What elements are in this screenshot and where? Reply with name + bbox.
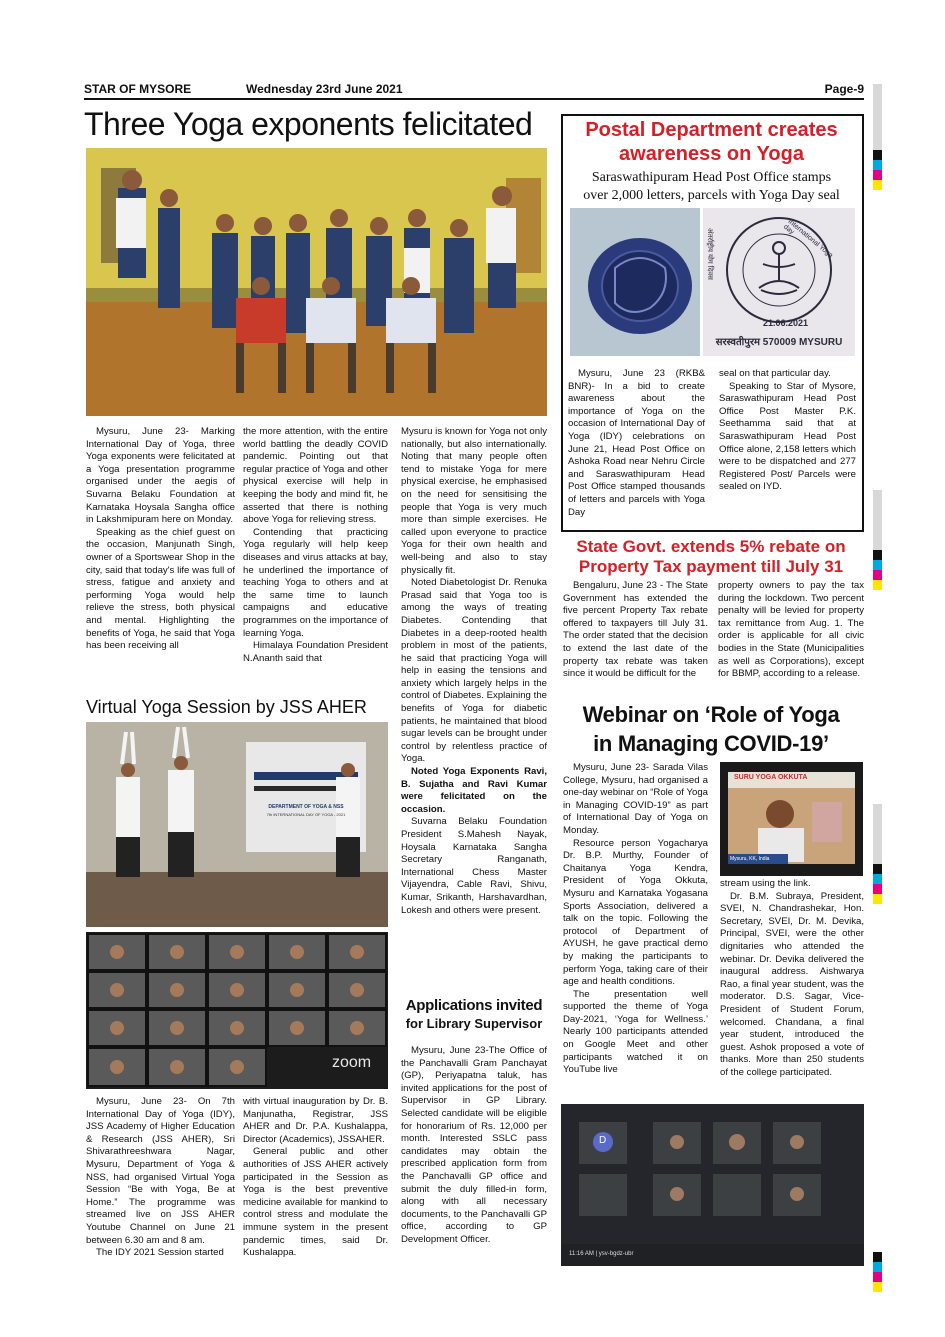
- postal-col2-p2: Speaking to Star of Mysore, Saraswathipuram Head Post Office Post Master P.K. Seethamma said that at Saraswathipuram Head Post Office alone, 2,158 letters which were to be dispatched and 277 Registered Post/ Parcels were sealed on IYD.: [719, 380, 856, 493]
- story1-col2: [243, 426, 388, 665]
- webinar-col1-p3: The presentation well supported the theme of Yoga Day-2021, ‘Yoga for Wellness.’ Nearly 100 participants attended on Google Meet and other participants watched it on YouTube live: [563, 988, 708, 1076]
- postal-col2: [719, 368, 856, 494]
- story1-col3: [401, 426, 547, 917]
- seal-text-top: International Yoga day: [782, 218, 834, 260]
- story2-col1-p2: The IDY 2021 Session started: [96, 1247, 224, 1259]
- story2-col1-p1: Mysuru, June 23- On 7th International Day of Yoga (IDY), JSS Academy of Higher Education & Research (JSS AHER), Sri Shivarathreeshwara Nagar, Mysuru, Department of Yoga & NSS, had organised Virtual Yoga Session “Be with Yoga, Be at Home.” The programme was streamed live on JSS AHER Youtube Channel on June 21 between 6.30 am and 8 am.: [86, 1096, 235, 1246]
- postal-col1-p1: Mysuru, June 23 (RKB& BNR)- In a bid to create awareness about the importance of Yoga on the occasion of International Day of Yoga (IDY) celebrations on June 21, Head Post Office on Ashoka Road near Nehru Circle and Saraswathipuram Head Post Office stamped thousands of letters and parcels with Yoga Day: [568, 368, 705, 518]
- postal-sub2: over 2,000 letters, parcels with Yoga Day seal: [583, 188, 840, 203]
- rebate-col2: [718, 580, 864, 681]
- speaker-nametag: Mysuru, KK, India: [730, 856, 770, 862]
- webinar-meet-grid: [561, 1104, 864, 1266]
- story2-col1: [86, 1096, 235, 1260]
- postal-sub1: Saraswathipuram Head Post Office stamps: [591, 170, 832, 185]
- postal-col1: [568, 368, 705, 519]
- margin-grey-bar-2: [873, 490, 882, 550]
- meet-grid-icon: [561, 1104, 864, 1266]
- story1-col3-end: Suvarna Belaku Foundation President S.Mahesh Nayak, Hoysala Karnataka Sangha Secretary Ranganath, International Chess Master Vijayendra, Cable Ravi, Shivu, Kumar, Srikanth, Harshavardhan, Lokesh and others were present.: [401, 816, 547, 916]
- webinar-col2-p1: stream using the link.: [720, 878, 811, 889]
- applications-header: [401, 997, 547, 1031]
- story1-col3-p2: Noted Diabetologist Dr. Renuka Prasad said that Yoga too is among the ways of treating Diabetes. Contending that Diabetes in a deep-rooted health problem in most of the patients, he said that practicing Yoga will help in easing the tensions and anxiety which largely helps in the control of Diabetes. Explaining the benefits of Yoga for diabetic patients, he maintained that blood sugar levels can be brought under control by relentless practice of Yoga.: [401, 577, 547, 765]
- story2-stage-photo: [86, 722, 388, 927]
- webinar-col2: [720, 878, 864, 1080]
- meet-time: 11:16 AM | ysv-bgdz-ubr: [569, 1251, 634, 1257]
- speaker-banner: SURU YOGA OKKUTA: [734, 774, 808, 781]
- rubber-stamp-photo: [570, 208, 700, 356]
- postal-headline2: awareness on Yoga: [619, 143, 804, 165]
- postal-col2-p1: seal on that particular day.: [719, 368, 831, 379]
- postal-headline: [563, 118, 860, 166]
- registration-strip-2: [873, 550, 882, 590]
- story1-headline: Three Yoga exponents felicitated: [84, 106, 533, 142]
- registration-strip-3: [873, 864, 882, 904]
- story1-col3-bold: Noted Yoga Exponents Ravi, B. Sujatha and Ravi Kumar were felicitated on the occasion.: [401, 766, 547, 815]
- zoom-logo: zoom: [332, 1054, 372, 1071]
- applications-body: [401, 1045, 547, 1247]
- webinar-col1-p2: Resource person Yogacharya Dr. B.P. Murthy, Founder of Chaitanya Yoga Kendra, President of Yoga Okkuta, Mysuru and Karnataka Yogasana Sports Association, delivered a talk on the topic. Following the protocol of Department of AYUSH, he gave practical demo by making the participants to perform Yoga, taking care of their age and health conditions.: [563, 837, 708, 988]
- story2-col2: [243, 1096, 388, 1260]
- stage-banner2: 7th INTERNATIONAL DAY OF YOGA - 2021: [266, 812, 346, 817]
- story1-col1-p1: Mysuru, June 23- Marking International Day of Yoga, three Yoga exponents were felicitated at a Yoga presentation programme organised under the aegis of Suvarna Belaku Foundation at Karnataka Hoysala Sangha office in Lakshmipuram here on Monday.: [86, 426, 235, 526]
- meet-tile-letter: D: [599, 1135, 607, 1146]
- masthead-rule: [84, 98, 864, 100]
- story1-col3-p1: Mysuru is known for Yoga not only nationally, but also internationally. Noting that many people often tend to mistake Yoga for mere physical exercise, he emphasised on the need for sensitising the people that Yoga is very much more than simple exercises. He called upon everyone to practice Yoga for their own health and well-being and also to stay physically fit.: [401, 426, 547, 576]
- registration-strip-1: [873, 150, 882, 190]
- webinar-col2-p2: Dr. B.M. Subraya, President, SVEI, N. Chandrashekar, Hon. Secretary, SVEI, Dr. M. Devika, Principal, SVEI, were the other dignitaries who attended the webinar. Dr. Devika delivered the inaugural address. Aishwarya Rao, a final year student, was the moderator. D.S. Sagar, Vice-President of Student Forum, welcomed. Chandana, a final year student, introduced the guest. Ashok proposed a vote of thanks. More than 250 students of the college participated.: [720, 890, 864, 1078]
- webinar-col1-p1: Mysuru, June 23- Sarada Vilas College, Mysuru, had organised a one-day webinar on “Role of Yoga in Managing COVID-19” as part of International Day of Yoga on Monday.: [563, 762, 708, 836]
- margin-grey-bar-3: [873, 804, 882, 864]
- story1-col1-p2: Speaking as the chief guest on the occasion, Manjunath Singh, owner of a Sportswear Shop in the city, said that today's life was full of stress, fatigue and anxiety and performing Yoga would help relieve the stress, both physical and mental. Highlighting the benefits of Yoga, he said that Yoga has been receiving all: [86, 526, 235, 652]
- rebate-headline1: State Govt. extends 5% rebate on: [576, 537, 846, 556]
- masthead-paper: STAR OF MYSORE: [84, 82, 192, 96]
- story1-col2-p2: Contending that practicing Yoga regularly will help keep diseases and virus attacks at bay, he underlined the importance of teaching Yoga to others and at the same time to launch campaigns and educative programmes on the importance of learning Yoga.: [243, 526, 388, 639]
- rebate-col2-p1: property owners to pay the tax during the lockdown. Two percent penalty will be levied for property tax remittance from Aug. 1. The order is applicable for all civic bodies in the State (Municipalities as well as Corporations), except for BBMP, according to a release.: [718, 580, 864, 680]
- margin-grey-bar-1: [873, 84, 882, 150]
- applications-headline1: Applications invited: [405, 997, 543, 1014]
- webinar-speaker-photo: [720, 762, 863, 876]
- webinar-headline: [556, 700, 866, 758]
- postal-headline1: Postal Department creates: [585, 119, 838, 141]
- rebate-headline2: Property Tax payment till July 31: [578, 557, 844, 576]
- seal-date: 21.06.2021: [763, 318, 809, 328]
- stage-banner: DEPARTMENT OF YOGA & NSS: [268, 804, 344, 810]
- story1-col1: [86, 426, 235, 653]
- story2-headline: Virtual Yoga Session by JSS AHER: [86, 697, 367, 717]
- stage-photo-icon: [86, 722, 388, 927]
- rubber-stamp-icon: [570, 208, 700, 356]
- postal-subhead: [563, 169, 860, 205]
- webinar-headline1: Webinar on ‘Role of Yoga: [582, 702, 840, 727]
- group-photo-icon: [86, 148, 547, 416]
- seal-place: सरस्वतीपुरम 570009 MYSURU: [715, 337, 843, 348]
- rebate-headline: [556, 537, 866, 577]
- registration-strip-4: [873, 1252, 882, 1292]
- story1-col2-p1: the more attention, with the entire world battling the deadly COVID pandemic. Pointing out that regular practice of Yoga and other physical exercise will help in keeping the body and mind fit, he asserted that there is nothing above Yoga for relieving stress.: [243, 426, 388, 526]
- masthead-date: Wednesday 23rd June 2021: [246, 82, 403, 96]
- rebate-col1: [563, 580, 708, 681]
- webinar-col1: [563, 762, 708, 1077]
- rebate-col1-p1: Bengaluru, June 23 - The State Government has extended the five percent Property Tax rebate offered to taxpayers till July 31. The order stated that the decision to extend the last date of the property tax rebate was taken since it would be difficult for the: [563, 580, 708, 680]
- story1-photo: [86, 148, 547, 416]
- applications-body-p1: Mysuru, June 23-The Office of the Panchavalli Gram Panchayat (GP), Periyapatna taluk, has invited applications for the post of Supervisor in GP Library. Selected candidate will be eligible for honorarium of Rs. 12,000 per month. Interested SSLC pass candidates may obtain the prescribed application form from the Panchavalli GP office and submit the duly filled-in form, along with all necessary documents, to the Panchavalli GP office, according to GP Development Officer.: [401, 1045, 547, 1245]
- seal-text-left: अंतर्राष्ट्रीय योग दिवस: [706, 228, 713, 280]
- applications-headline2: for Library Supervisor: [405, 1016, 543, 1031]
- story2-zoom-grid: [86, 932, 388, 1089]
- story2-col2-p2: General public and other authorities of JSS AHER actively participated in the Session as Yoga is the best preventive medicine available for mankind to control stress and modulate the immune system in the present pandemic times, said Dr. Kushalappa.: [243, 1146, 388, 1259]
- masthead: [84, 82, 864, 98]
- yoga-seal-photo: [703, 208, 855, 356]
- story1-col2-p3: Himalaya Foundation President N.Ananth said that: [243, 640, 388, 664]
- masthead-page: Page-9: [824, 82, 864, 96]
- story2-col2-p1: with virtual inauguration by Dr. B. Manjunatha, Registrar, JSS AHER and Dr. P.A. Kushalappa, Director (Academics), JSSAHER.: [243, 1096, 388, 1145]
- webinar-headline2: in Managing COVID-19’: [593, 731, 829, 756]
